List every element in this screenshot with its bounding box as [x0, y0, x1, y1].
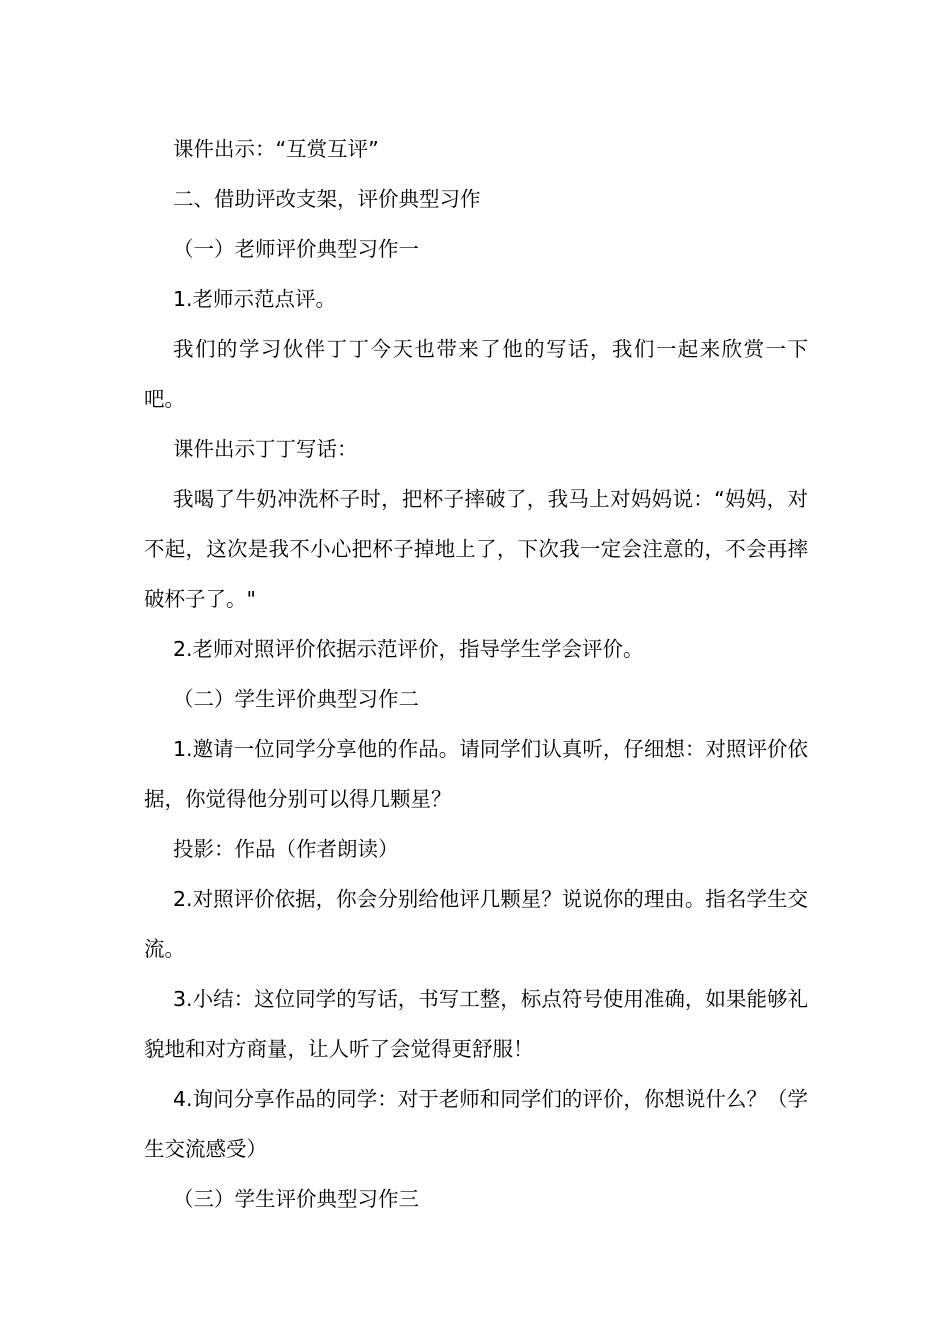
- paragraph-dingding-intro: 我们的学习伙伴丁丁今天也带来了他的写话，我们一起来欣赏一下吧。: [144, 337, 808, 411]
- paragraph-courseware-peer-review: 课件出示：“互赏互评”: [173, 137, 379, 161]
- subheading-part-one: （一）老师评价典型习作一: [173, 237, 419, 261]
- step-ask-sharer: 4.询问分享作品的同学：对于老师和同学们的评价，你想说什么？（学生交流感受）: [144, 1087, 808, 1161]
- heading-section-two: 二、借助评改支架，评价典型习作: [173, 187, 481, 211]
- step-invite-share: 1.邀请一位同学分享他的作品。请同学们认真听，仔细想：对照评价依据，你觉得他分别可以得几颗星？: [144, 737, 808, 811]
- paragraph-courseware-dingding: 课件出示丁丁写话：: [173, 437, 358, 461]
- document-body: [144, 124, 808, 1224]
- step-rate-stars: 2.对照评价依据，你会分别给他评几颗星？说说你的理由。指名学生交流。: [144, 887, 808, 961]
- subheading-part-two: （二）学生评价典型习作二: [173, 687, 419, 711]
- paragraph-dingding-writing: 我喝了牛奶冲洗杯子时，把杯子摔破了，我马上对妈妈说：“妈妈，对不起，这次是我不小心把杯子掉地上了，下次我一定会注意的，不会再摔破杯子了。": [144, 487, 808, 611]
- step-summary: 3.小结：这位同学的写话，书写工整，标点符号使用准确，如果能够礼貌地和对方商量，让人听了会觉得更舒服！: [144, 987, 808, 1061]
- step-teacher-evaluation: 2.老师对照评价依据示范评价，指导学生学会评价。: [173, 637, 644, 661]
- paragraph-projection: 投影：作品（作者朗读）: [173, 837, 399, 861]
- step-teacher-demo: 1.老师示范点评。: [173, 287, 337, 311]
- subheading-part-three: （三）学生评价典型习作三: [173, 1187, 419, 1211]
